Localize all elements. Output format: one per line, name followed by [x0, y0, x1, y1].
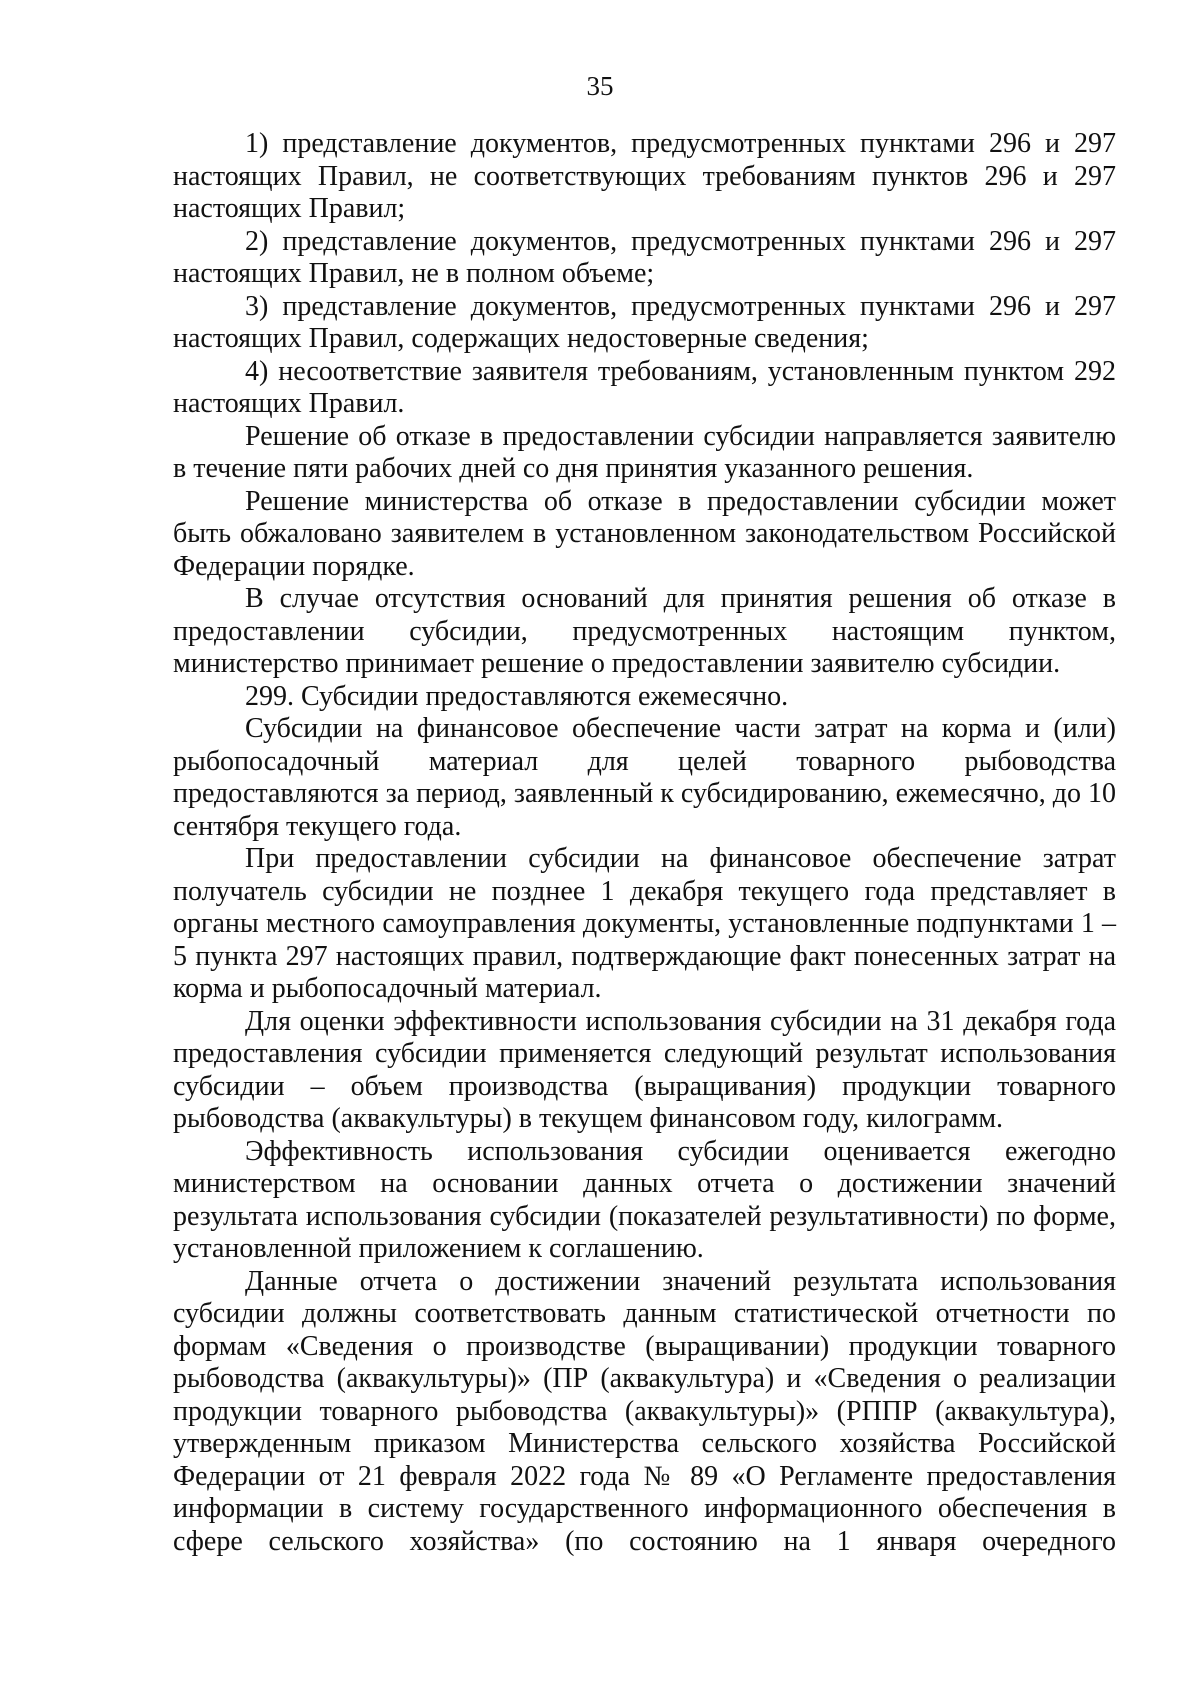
paragraph-feed-costs: Субсидии на финансовое обеспечение части затрат на корма и (или) рыбопосадочный материал для целей товарного рыбоводства предоставляются за период, заявленный к субсидированию, ежемесячно, до 10 сентября текущего года.: [173, 713, 1116, 842]
paragraph-no-grounds: В случае отсутствия оснований для принятия решения об отказе в предоставлении субсидии, предусмотренных настоящим пунктом, министерство принимает решение о предоставлении заявителю субсидии.: [173, 583, 1116, 679]
paragraph-item-2: 2) представление документов, предусмотренных пунктами 296 и 297 настоящих Правил, не в полном объеме;: [173, 225, 1116, 289]
page-number: 35: [586, 71, 614, 101]
paragraph-result-indicator: Для оценки эффективности использования субсидии на 31 декабря года предоставления субсидии применяется следующий результат использования субсидии – объем производства (выращивания) продукции товарного рыбоводства (аквакультуры) в текущем финансовом году, килограмм.: [173, 1005, 1116, 1134]
paragraph-item-1: 1) представление документов, предусмотренных пунктами 296 и 297 настоящих Правил, не соответствующих требованиям пунктов 296 и 297 настоящих Правил;: [173, 128, 1116, 224]
paragraph-refusal-notice: Решение об отказе в предоставлении субсидии направляется заявителю в течение пяти рабочих дней со дня принятия указанного решения.: [173, 420, 1116, 484]
paragraph-item-3: 3) представление документов, предусмотренных пунктами 296 и 297 настоящих Правил, содержащих недостоверные сведения;: [173, 290, 1116, 354]
paragraph-appeal: Решение министерства об отказе в предоставлении субсидии может быть обжаловано заявителем в установленном законодательством Российской Федерации порядке.: [173, 485, 1116, 582]
paragraph-report-data: Данные отчета о достижении значений результата использования субсидии должны соответствовать данным статистической отчетности по формам «Сведения о производстве (выращивании) продукции товарного рыбоводства (аквакультуры)» (ПР (аквакультура) и «Сведения о реализации продукции товарного рыбоводства (аквакультуры)» (РППР (аквакультура), утвержденным приказом Министерства сельского хозяйства Российской Федерации от 21 февраля 2022 года № 89 «О Регламенте предоставления информации в систему государственного информационного обеспечения в сфере сельского хозяйства» (по состоянию на 1 января очередного: [173, 1265, 1116, 1557]
paragraph-item-4: 4) несоответствие заявителя требованиям, установленным пунктом 292 настоящих Правил.: [173, 355, 1116, 419]
paragraph-299: 299. Субсидии предоставляются ежемесячно.: [245, 680, 789, 712]
paragraph-efficiency-assessment: Эффективность использования субсидии оценивается ежегодно министерством на основании данных отчета о достижении значений результата использования субсидии (показателей результативности) по форме, установленной приложением к соглашению.: [173, 1135, 1116, 1264]
document-body: [173, 128, 1116, 1558]
paragraph-documents-deadline: При предоставлении субсидии на финансовое обеспечение затрат получатель субсидии не позднее 1 декабря текущего года представляет в органы местного самоуправления документы, установленные подпунктами 1 – 5 пункта 297 настоящих правил, подтверждающие факт понесенных затрат на корма и рыбопосадочный материал.: [173, 843, 1116, 1004]
